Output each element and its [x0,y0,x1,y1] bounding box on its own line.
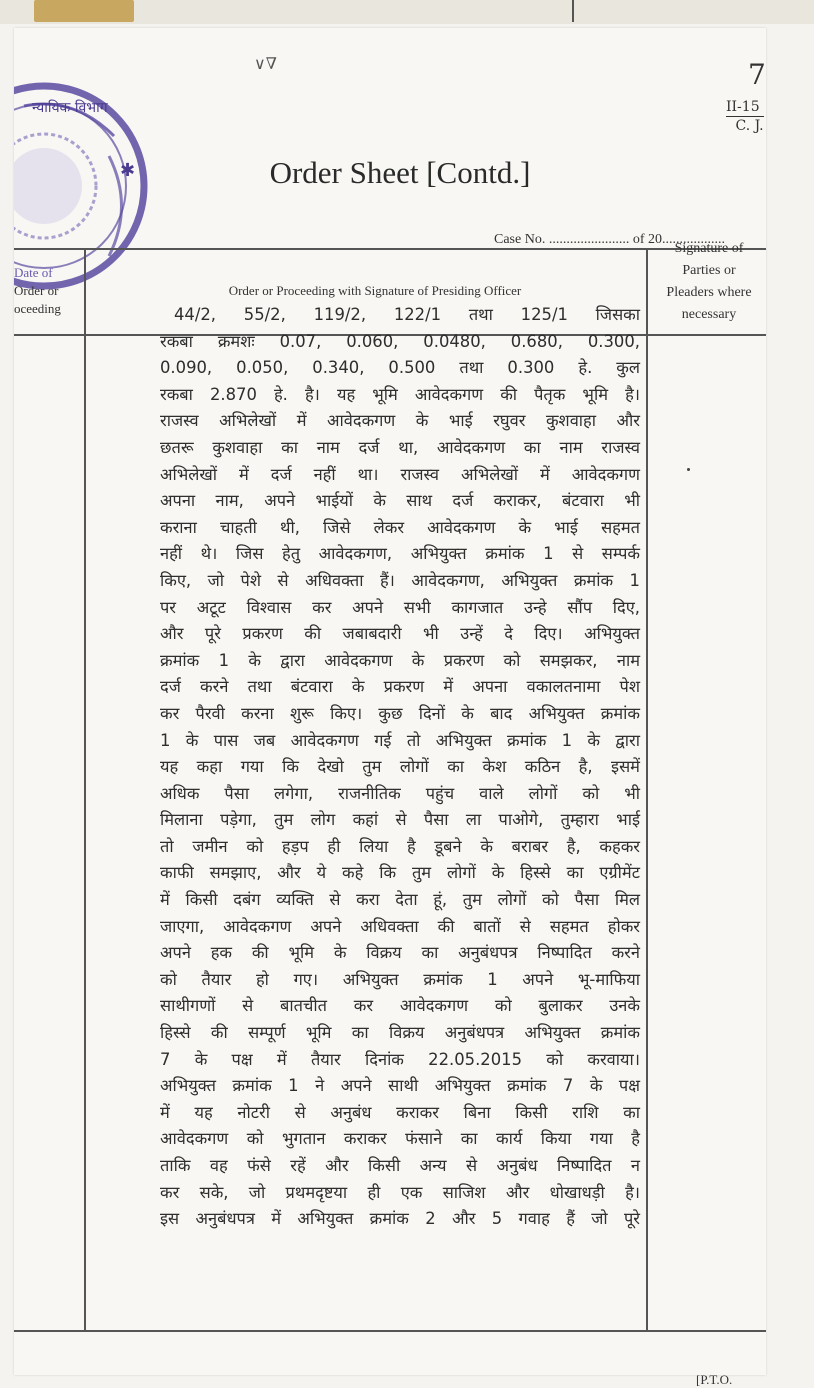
right-column-rule [646,248,648,1330]
body-line: 0.090, 0.050, 0.340, 0.500 तथा 0.300 हे. कुल [160,358,640,378]
body-line: रकबा 2.870 हे. है। यह भूमि आवेदकगण की पैतृक भूमि है। [160,384,640,404]
body-line: कर सके, जो प्रथमदृष्टया ही एक साजिश और धोखाधड़ी है। [160,1182,640,1202]
body-line: अपने हक की भूमि के विक्रय का अनुबंधपत्र निष्पादित करने [160,943,640,963]
signature-header-line: Pleaders where [666,285,752,300]
date-column-header [14,264,84,318]
body-line: तो जमीन को हड़प ही लिया है डूबने के बराबर है, कहकर [160,836,640,856]
signature-header-line: Parties or [682,263,736,278]
order-body-text [160,300,640,1233]
body-line: आवेदकगण को भुगतान कराकर फंसाने का कार्य किया गया है [160,1129,640,1149]
body-line: हिस्से की सम्पूर्ण भूमि का विक्रय अनुबंधपत्र अभियुक्त क्रमांक [160,1023,640,1043]
page-number: 7 [748,58,766,91]
body-line: जाएगा, आवेदकगण अपने अधिवक्ता की बातों से सहमत होकर [160,916,640,936]
date-header-line: oceeding [14,301,61,316]
pen-mark: ∨∇ [254,54,277,73]
body-line: में किसी दबंग व्यक्ति से करा देता हूं, तुम लोगों को पैसा मिल [160,890,640,910]
page-title: Order Sheet [Contd.] [269,155,531,190]
body-line: कराना चाहती थी, जिसे लेकर आवेदकगण के भाई सहमत [160,517,640,537]
body-line: 1 के पास जब आवेदकगण गई तो अभियुक्त क्रमांक 1 के द्वारा [160,730,640,750]
body-line: मिलाना पड़ेगा, तुम लोग कहां से पैसा ला पाओगे, तुम्हारा भाई [160,810,640,830]
body-line: राजस्व अभिलेखों में आवेदकगण के भाई रघुवर कुशवाहा और [160,411,640,431]
left-column-rule [84,248,86,1330]
body-line: साथीगणों से बातचीत कर आवेदकगण को बुलाकर उनके [160,996,640,1016]
stamp-fragment [34,0,134,22]
body-line: कर पैरवी करना शुरू किए। कुछ दिनों के बाद अभियुक्त क्रमांक [160,703,640,723]
form-ref-top: II-15 [726,98,764,117]
body-line: में यह नोटरी से अनुबंध कराकर बिना किसी राशि का [160,1102,640,1122]
body-line: 7 के पक्ष में तैयार दिनांक 22.05.2015 को करवाया। [160,1049,640,1069]
body-line: 44/2, 55/2, 119/2, 122/1 तथा 125/1 जिसका [174,305,640,324]
body-line: पर अटूट विश्वास कर अपने सभी कागजात उन्हे सौंप दिए, [160,597,640,617]
date-header-line: Date of [14,265,53,280]
date-header-line: Order or [14,283,59,298]
body-line: दर्ज करने तथा बंटवारा के प्रकरण में अपना वकालतनामा पेश [160,677,640,697]
proceeding-column-header: Order or Proceeding with Signature of Presiding Officer [228,283,522,298]
top-strip [0,0,814,24]
seal-text: न्यायिक विभाग [32,100,108,116]
body-line: ताकि वह फंसे रहें और किसी अन्य से अनुबंध निष्पादित न [160,1156,640,1175]
body-line: अपना नाम, अपने भाईयों के साथ दर्ज कराकर, बंटवारा भी [160,491,640,511]
signature-header-line: necessary [681,307,737,322]
pto-label: [P.T.O. [696,1372,733,1387]
body-line: अभिलेखों में दर्ज नहीं था। राजस्व अभिलेखों में आवेदकगण [160,464,640,484]
body-line: छतरू कुशवाहा का नाम दर्ज था, आवेदकगण का नाम राजस्व [160,437,640,457]
body-line: रकबा क्रमशः 0.07, 0.060, 0.0480, 0.680, 0.300, [160,331,640,351]
body-line: किए, जो पेशे से अधिवक्ता हैं। आवेदकगण, अभियुक्त क्रमांक 1 [160,570,640,590]
footer-rule [14,1330,766,1332]
svg-text:✱: ✱ [120,160,136,181]
body-line: यह कहा गया कि देखो तुम लोगों का केश कठिन है, इसमें [160,757,640,777]
margin-mark [572,0,574,22]
body-line: इस अनुबंधपत्र में अभियुक्त क्रमांक 2 और 5 गवाह हैं जो पूरे [160,1209,640,1229]
body-line: क्रमांक 1 के द्वारा आवेदकगण के प्रकरण को समझकर, नाम [160,650,640,670]
body-line: अभियुक्त क्रमांक 1 ने अपने साथी अभियुक्त क्रमांक 7 के पक्ष [160,1076,640,1096]
body-line: काफी समझाए, और ये कहे कि तुम लोगों के हिस्से का एग्रीमेंट [160,863,640,883]
case-number-line: Case No. ....................... of 20.................. [494,232,725,247]
body-line: को तैयार हो गए। अभियुक्त क्रमांक 1 अपने भू-माफिया [160,969,640,989]
signature-column-header [650,238,768,326]
form-reference [726,98,764,135]
body-line: और पूरे प्रकरण की जबाबदारी भी उन्हें दे दिए। अभियुक्त [160,624,640,644]
signature-header-line: Signature of [674,241,744,256]
body-line: नहीं थे। जिस हेतु आवेदकगण, अभियुक्त क्रमांक 1 से सम्पर्क [160,544,640,564]
form-ref-bottom: C. J. [735,118,764,134]
ink-dot [687,468,690,471]
body-line: अधिक पैसा लगेगा, राजनीतिक पहुंच वाले लोगों को भी [160,783,640,803]
